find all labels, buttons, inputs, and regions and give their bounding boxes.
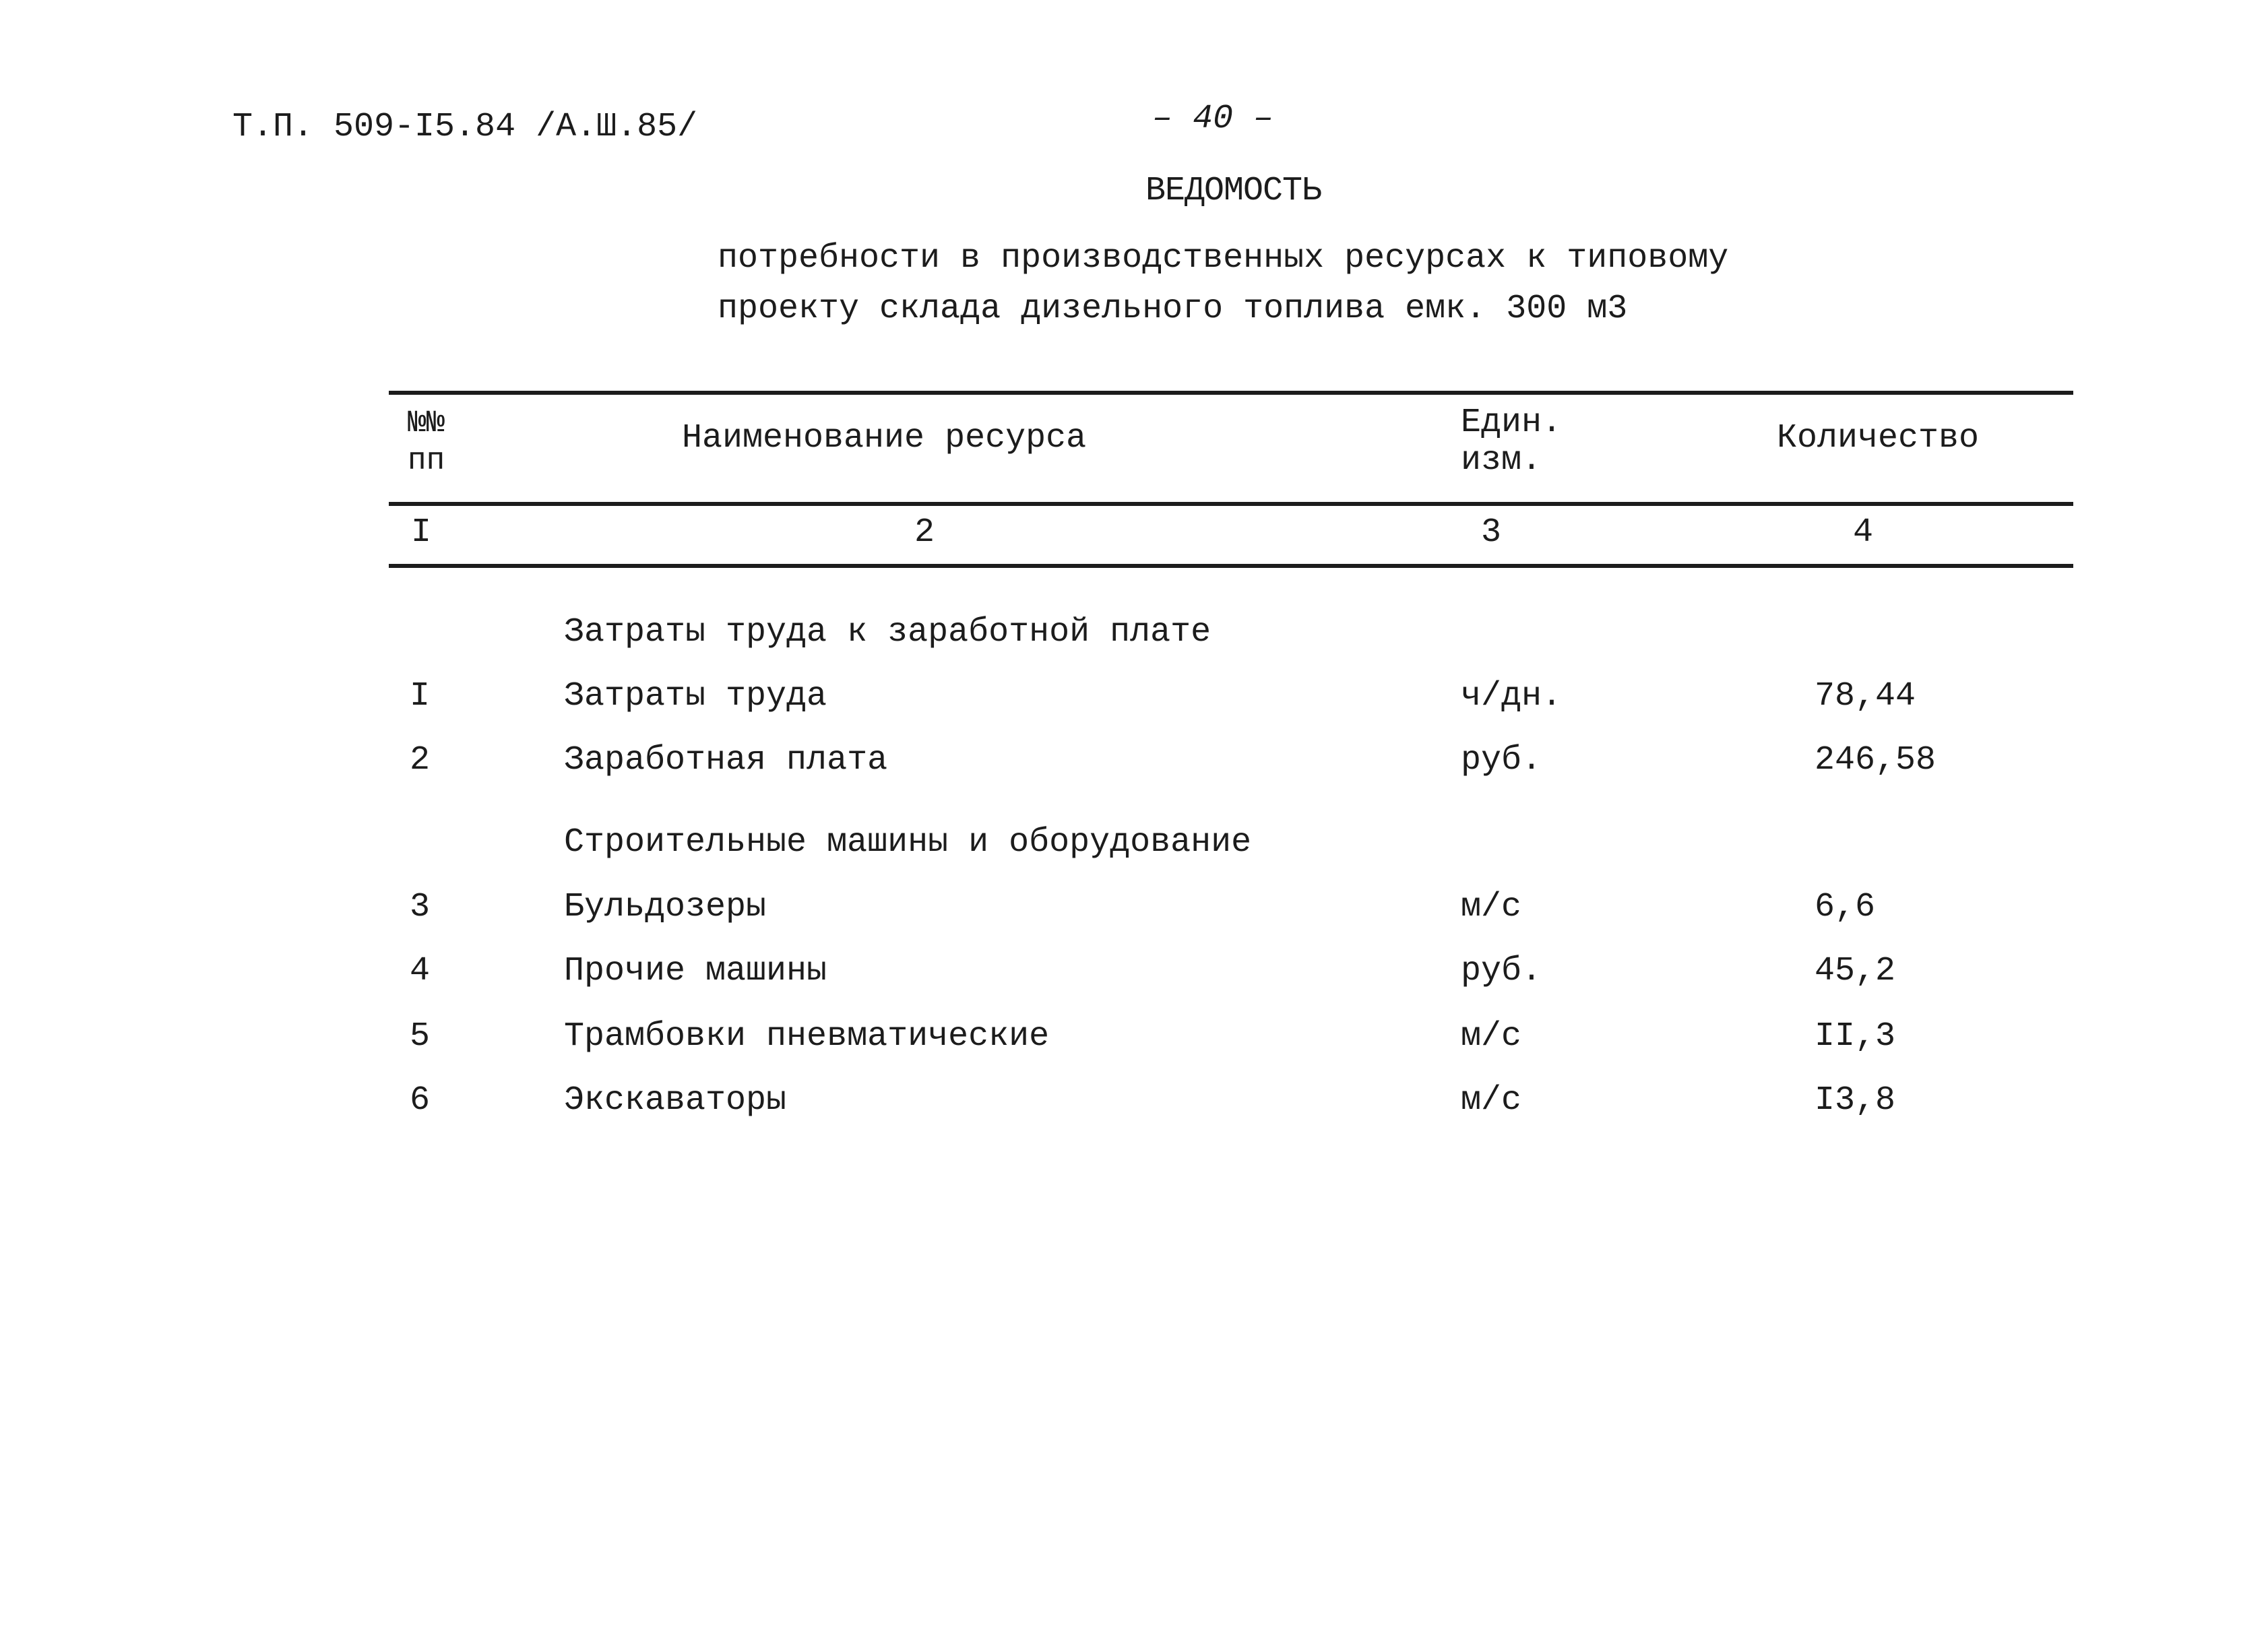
section-title-labor: Затраты труда к заработной плате: [564, 613, 1211, 651]
unit-of-measure: м/с: [1461, 1081, 1522, 1120]
column-number-3: 3: [1481, 513, 1502, 552]
resource-name: Затраты труда: [564, 677, 827, 715]
quantity: 6,6: [1815, 888, 1876, 926]
unit-of-measure: ч/дн.: [1461, 677, 1563, 715]
row-number: 3: [410, 888, 431, 926]
quantity: II,3: [1815, 1017, 1896, 1056]
section-title-machines: Строительные машины и оборудование: [564, 823, 1252, 862]
resource-name: Экскаваторы: [564, 1081, 787, 1120]
quantity: 45,2: [1815, 952, 1896, 990]
resource-name: Трамбовки пневматические: [564, 1017, 1050, 1056]
table-row: [0, 741, 2268, 788]
page-number: – 40 –: [1152, 100, 1274, 138]
table-top-rule: [389, 391, 2073, 395]
column-header-quantity: Количество: [1777, 419, 1980, 457]
document-code: Т.П. 509-I5.84 /А.Ш.85/: [232, 108, 698, 146]
unit-of-measure: м/с: [1461, 1017, 1522, 1056]
row-number: 6: [410, 1081, 431, 1120]
row-number: 5: [410, 1017, 431, 1056]
header-bottom-rule: [389, 502, 2073, 506]
document-title: ВЕДОМОСТЬ: [1145, 172, 1322, 210]
column-number-1: I: [411, 513, 432, 552]
column-header-unit-line-1: Един.: [1461, 404, 1563, 442]
column-header-number-line-2: пп: [408, 443, 445, 478]
column-header-name: Наименование ресурса: [682, 419, 1087, 457]
quantity: I3,8: [1815, 1081, 1896, 1120]
table-row: [0, 677, 2268, 724]
column-number-2: 2: [914, 513, 935, 552]
row-number: 2: [410, 741, 431, 779]
column-header-unit: [1461, 404, 1562, 480]
resource-name: Прочие машины: [564, 952, 827, 990]
column-header-number-line-1: №№: [408, 406, 445, 441]
unit-of-measure: руб.: [1461, 952, 1542, 990]
column-header-unit-line-2: изм.: [1461, 441, 1542, 480]
document-subtitle-line-1: потребности в производственных ресурсах к типовому: [718, 239, 1729, 278]
table-row: [0, 888, 2268, 935]
resource-name: Заработная плата: [564, 741, 888, 779]
column-numbers-rule: [389, 564, 2073, 568]
table-row: [0, 1017, 2268, 1064]
column-header-number: [408, 404, 445, 480]
quantity: 78,44: [1815, 677, 1916, 715]
quantity: 246,58: [1815, 741, 1936, 779]
column-number-4: 4: [1853, 513, 1874, 552]
unit-of-measure: м/с: [1461, 888, 1522, 926]
resource-name: Бульдозеры: [564, 888, 767, 926]
table-row: [0, 1081, 2268, 1128]
unit-of-measure: руб.: [1461, 741, 1542, 779]
row-number: 4: [410, 952, 431, 990]
document-subtitle-line-2: проекту склада дизельного топлива емк. 300 м3: [718, 290, 1628, 328]
row-number: I: [410, 677, 431, 715]
table-row: [0, 952, 2268, 999]
